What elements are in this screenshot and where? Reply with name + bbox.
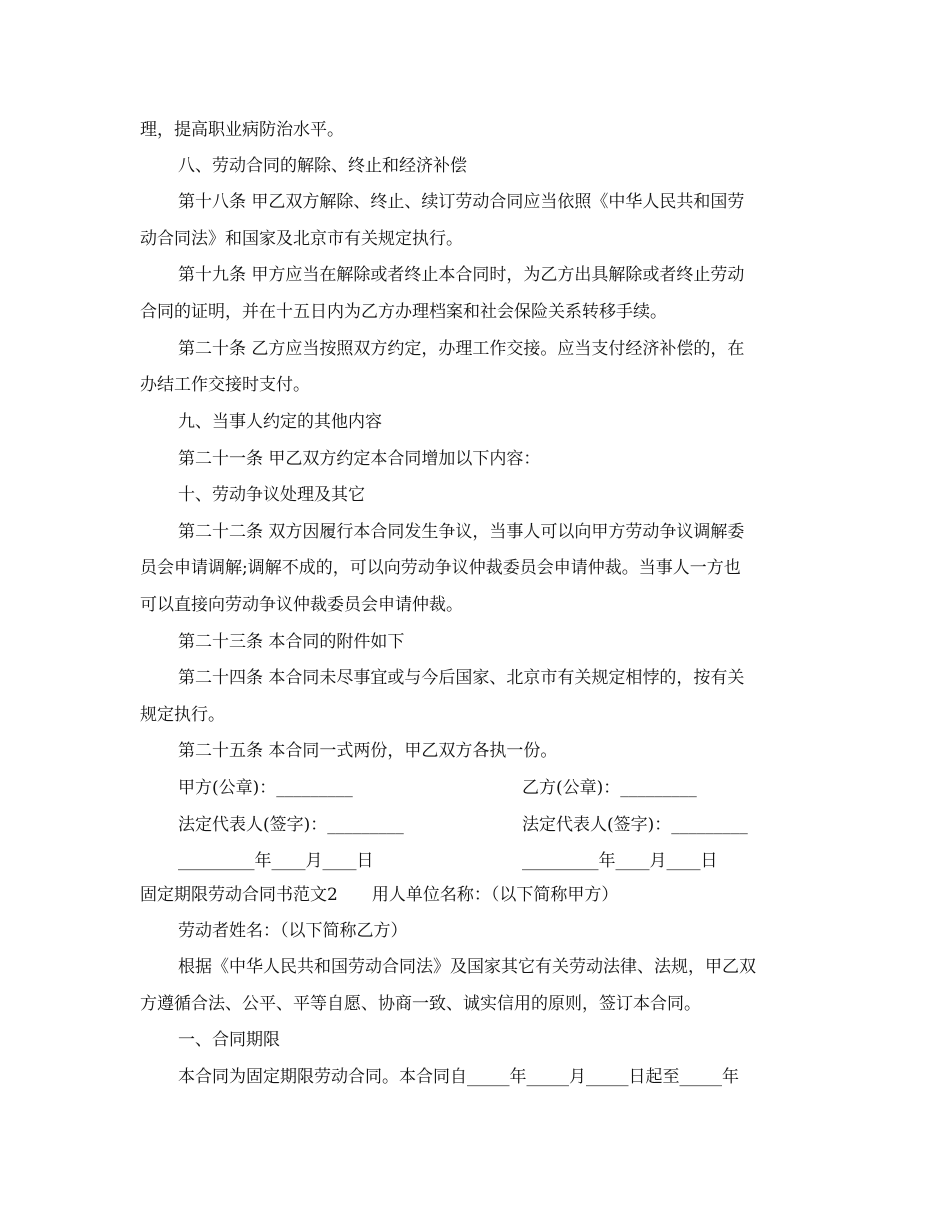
body-line: 员会申请调解;调解不成的，可以向劳动争议仲裁委员会申请仲裁。当事人一方也 (140, 558, 741, 578)
body-line: 方遵循合法、公平、平等自愿、协商一致、诚实信用的原则，签订本合同。 (140, 994, 701, 1014)
body-line: 理，提高职业病防治水平。 (140, 120, 344, 140)
body-line: 可以直接向劳动争议仲裁委员会申请仲裁。 (140, 595, 463, 615)
section-heading: 八、劳动合同的解除、终止和经济补偿 (178, 156, 467, 176)
section-heading: 固定期限劳动合同书范文2 用人单位名称：（以下简称甲方） (140, 885, 619, 905)
body-line: 第二十二条 双方因履行本合同发生争议，当事人可以向甲方劳动争议调解委 (178, 522, 745, 542)
body-line: 根据《中华人民共和国劳动合同法》及国家其它有关劳动法律、法规，甲乙双 (178, 957, 756, 977)
party-a-date-field: _________年____月____日 (178, 851, 374, 871)
body-line: 本合同为固定期限劳动合同。本合同自_____年_____月_____日起至_____年 (178, 1067, 739, 1087)
party-a-seal-field: 甲方(公章)：_________ (178, 778, 353, 798)
party-b-rep-field: 法定代表人(签字)：_________ (522, 815, 748, 835)
body-line: 第十八条 甲乙双方解除、终止、续订劳动合同应当依照《中华人民共和国劳 (178, 192, 745, 212)
section-heading: 一、合同期限 (178, 1030, 280, 1050)
party-b-date-field: _________年____月____日 (522, 851, 718, 871)
section-heading: 九、当事人约定的其他内容 (178, 412, 382, 432)
body-line: 劳动者姓名：（以下简称乙方） (178, 921, 408, 941)
party-b-seal-field: 乙方(公章)：_________ (522, 778, 697, 798)
body-line: 合同的证明，并在十五日内为乙方办理档案和社会保险关系转移手续。 (140, 302, 667, 322)
body-line: 第二十五条 本合同一式两份，甲乙双方各执一份。 (178, 741, 558, 761)
body-line: 动合同法》和国家及北京市有关规定执行。 (140, 229, 463, 249)
section-heading: 十、劳动争议处理及其它 (178, 485, 365, 505)
body-line: 第二十四条 本合同未尽事宜或与今后国家、北京市有关规定相悖的，按有关 (178, 668, 745, 688)
party-a-rep-field: 法定代表人(签字)：_________ (178, 815, 404, 835)
body-line: 第十九条 甲方应当在解除或者终止本合同时，为乙方出具解除或者终止劳动 (178, 265, 745, 285)
body-line: 第二十一条 甲乙双方约定本合同增加以下内容： (178, 449, 541, 469)
body-line: 规定执行。 (140, 705, 225, 725)
body-line: 第二十三条 本合同的附件如下 (178, 632, 405, 652)
body-line: 第二十条 乙方应当按照双方约定，办理工作交接。应当支付经济补偿的，在 (178, 339, 745, 359)
body-line: 办结工作交接时支付。 (140, 375, 310, 395)
